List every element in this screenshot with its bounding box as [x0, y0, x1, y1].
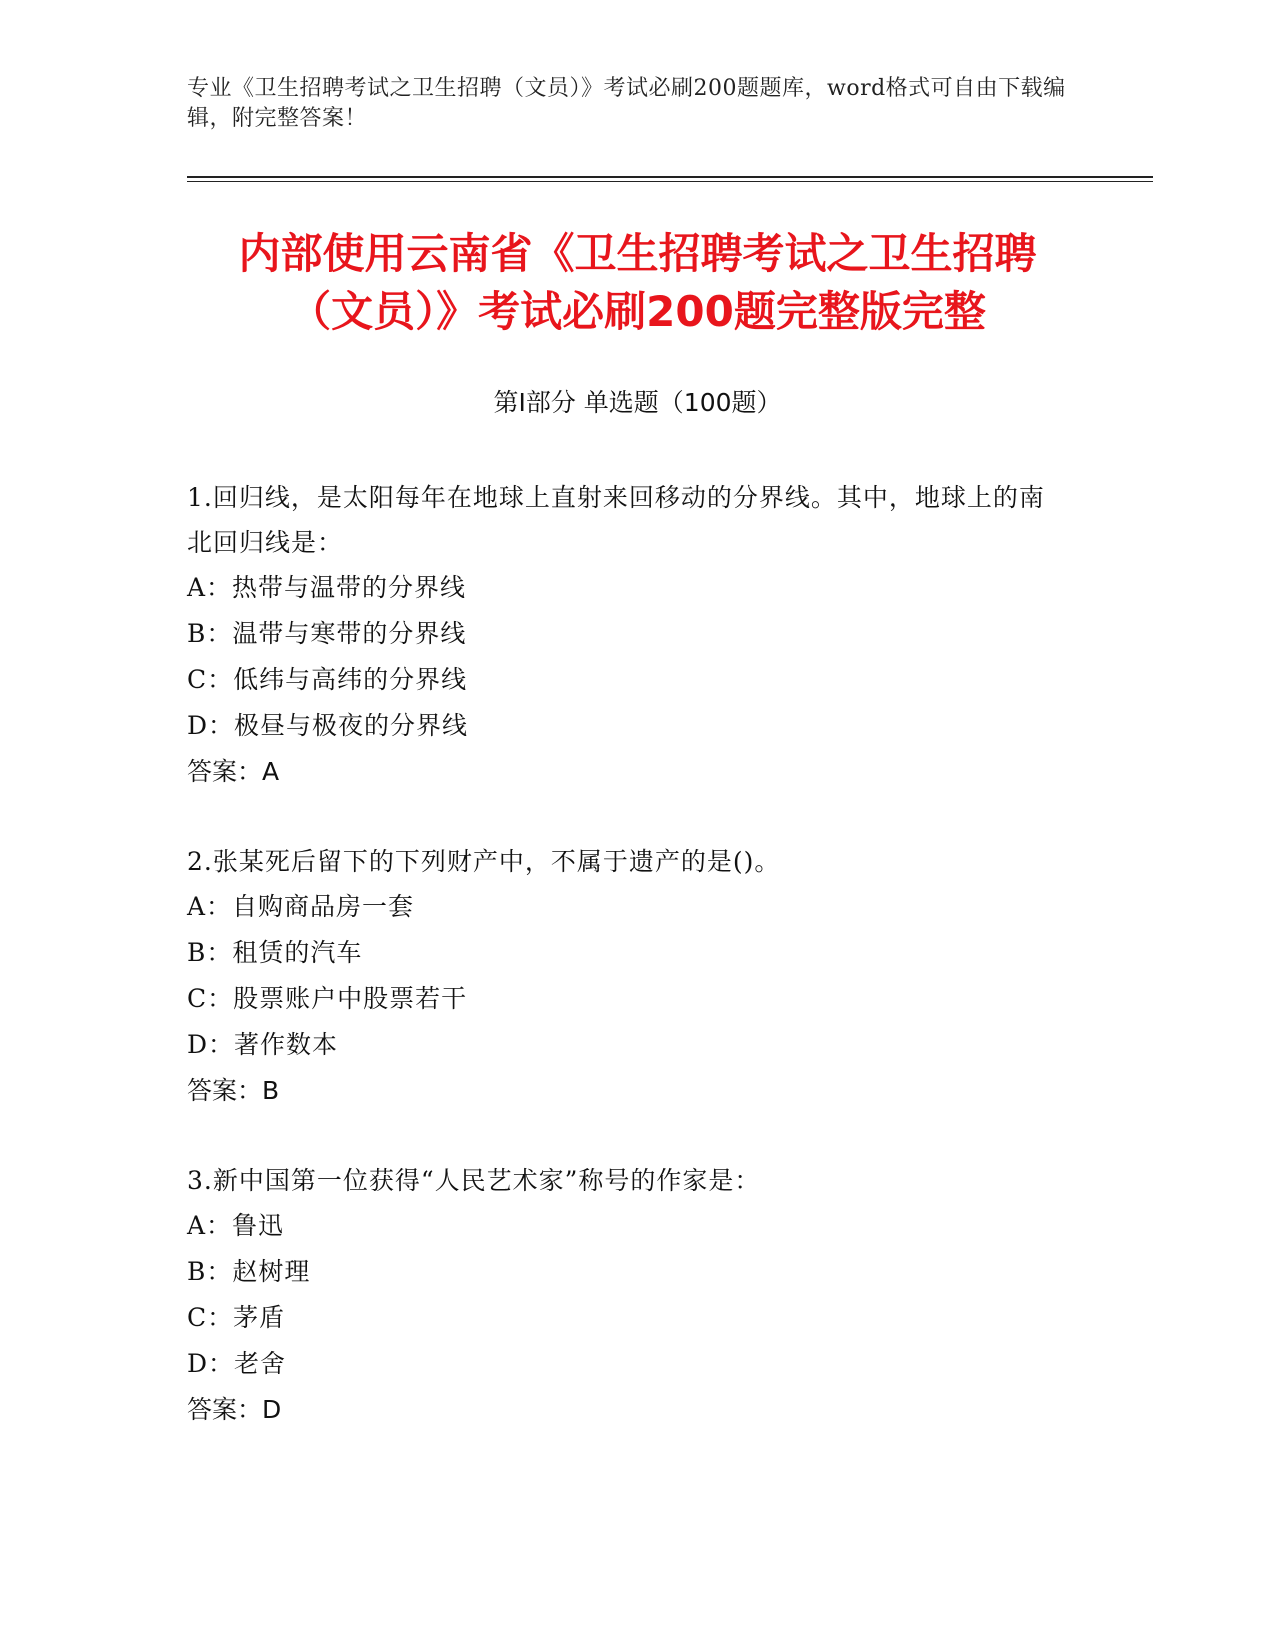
option-a: A：热带与温带的分界线 [187, 573, 467, 602]
option-b: B：租赁的汽车 [187, 938, 363, 967]
question-2 [187, 839, 1067, 1114]
header-divider-thin [187, 181, 1153, 182]
option-a: A：自购商品房一套 [187, 892, 415, 921]
option-c: C：低纬与高纬的分界线 [187, 665, 468, 694]
question-1 [187, 475, 1067, 795]
header-note: 专业《卫生招聘考试之卫生招聘（文员）》考试必刷200题题库，word格式可自由下载编辑，附完整答案！ [187, 76, 1066, 131]
question-stem: 2.张某死后留下的下列财产中，不属于遗产的是()。 [187, 847, 781, 876]
question-stem: 3.新中国第一位获得“人民艺术家”称号的作家是： [187, 1166, 761, 1195]
header-divider-thick [187, 176, 1153, 178]
answer-line: 答案：D [187, 1395, 282, 1424]
document-title [150, 225, 1125, 341]
option-c: C：股票账户中股票若干 [187, 984, 468, 1013]
option-b: B：温带与寒带的分界线 [187, 619, 467, 648]
option-d: D：老舍 [187, 1349, 287, 1378]
answer-line: 答案：B [187, 1076, 280, 1105]
option-a: A：鲁迅 [187, 1211, 285, 1240]
title-line-2: （文员）》考试必刷200题完整版完整 [289, 287, 986, 336]
option-c: C：茅盾 [187, 1303, 286, 1332]
option-b: B：赵树理 [187, 1257, 311, 1286]
option-d: D：著作数本 [187, 1030, 339, 1059]
section-title: 第I部分 单选题（100题） [493, 388, 782, 417]
question-stem: 1.回归线，是太阳每年在地球上直射来回移动的分界线。其中，地球上的南北回归线是： [187, 483, 1045, 557]
answer-line: 答案：A [187, 757, 280, 786]
question-3 [187, 1158, 1067, 1433]
title-line-1: 内部使用云南省《卫生招聘考试之卫生招聘 [238, 229, 1037, 278]
option-d: D：极昼与极夜的分界线 [187, 711, 469, 740]
question-list [187, 475, 1067, 1477]
